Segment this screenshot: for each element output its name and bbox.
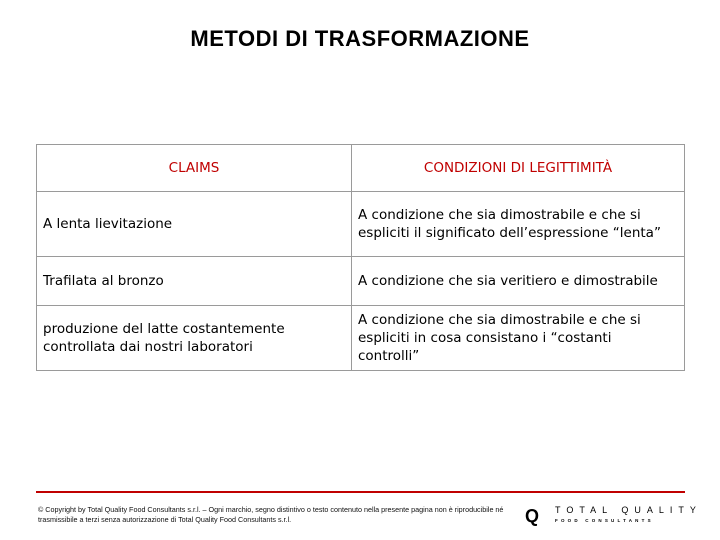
logo-line-1: TOTAL QUALITY [555, 505, 702, 515]
condition-cell: A condizione che sia dimostrabile e che si espliciti in cosa consistano i “costanti controlli” [352, 306, 685, 371]
table-row [37, 306, 685, 371]
footer-divider [36, 491, 685, 493]
header-conditions: CONDIZIONI DI LEGITTIMITÀ [352, 145, 685, 192]
copyright-notice: © Copyright by Total Quality Food Consultants s.r.l. – Ogni marchio, segno distintivo o testo contenuto nella presente pagina non è riproducibile né trasmissibile a terzi senza autorizzazione di Total Quality Food Consultants s.r.l. [38, 505, 504, 524]
header-claims: CLAIMS [37, 145, 352, 192]
table-header-row [37, 145, 685, 192]
table-row [37, 192, 685, 257]
claims-table [36, 144, 685, 371]
logo-q-icon: Q [525, 506, 540, 526]
table-row [37, 257, 685, 306]
claim-cell: produzione del latte costantemente controllata dai nostri laboratori [37, 306, 352, 371]
page-title: METODI DI TRASFORMAZIONE [190, 26, 530, 51]
condition-cell: A condizione che sia dimostrabile e che si espliciti il significato dell’espressione “lenta” [352, 192, 685, 257]
company-logo [525, 503, 702, 531]
claim-cell: Trafilata al bronzo [37, 257, 352, 306]
claim-cell: A lenta lievitazione [37, 192, 352, 257]
logo-line-2: FOOD CONSULTANTS [555, 518, 654, 523]
condition-cell: A condizione che sia veritiero e dimostrabile [352, 257, 685, 306]
